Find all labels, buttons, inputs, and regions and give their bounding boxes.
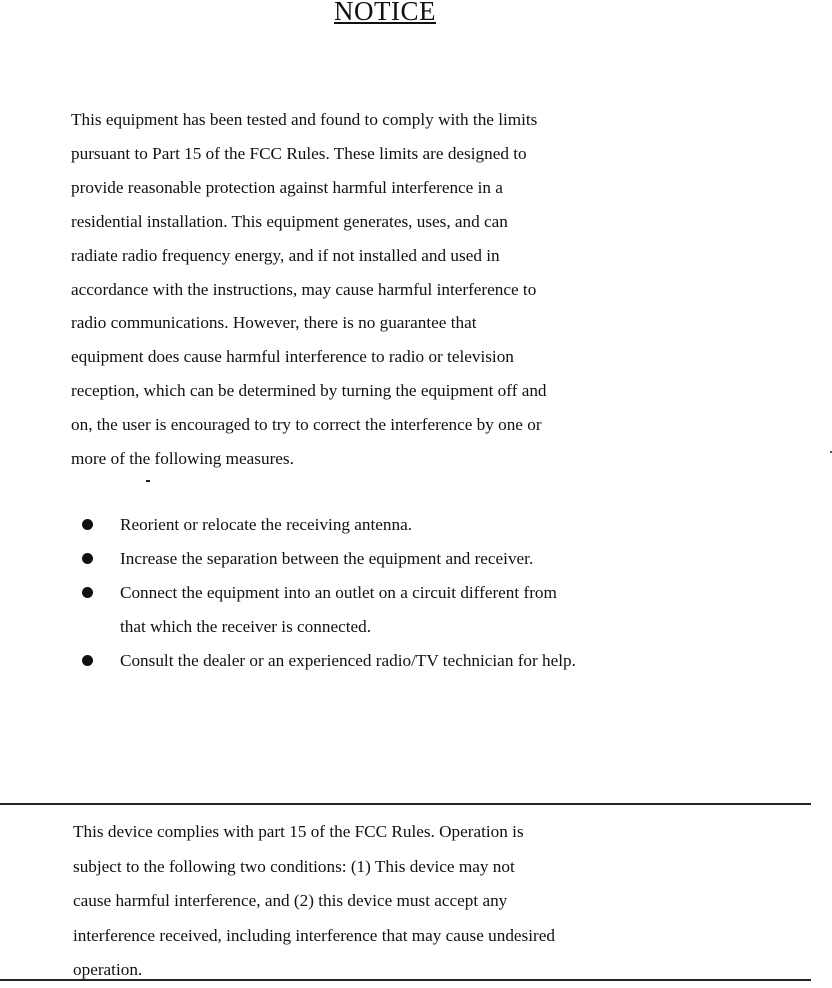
notice-title: NOTICE — [334, 0, 436, 26]
paragraph-line: This equipment has been tested and found to comply with the limits — [71, 110, 538, 129]
paragraph-line: equipment does cause harmful interference to radio or television — [71, 347, 514, 367]
measure-text: Reorient or relocate the receiving antenna. — [120, 515, 413, 534]
compliance-line: operation. — [73, 960, 143, 979]
compliance-line: cause harmful interference, and (2) this device must accept any — [73, 891, 508, 910]
top-divider — [0, 803, 811, 805]
paragraph-line: on, the user is encouraged to try to correct the interference by one or — [71, 415, 542, 435]
measure-text: that which the receiver is connected. — [120, 616, 372, 636]
measure-text: Increase the separation between the equipment and receiver. — [120, 548, 534, 568]
measure-item — [82, 644, 782, 678]
measure-text: Consult the dealer or an experienced radio/TV technician for help. — [120, 650, 576, 670]
paragraph-line: radio communications. However, there is no guarantee that — [71, 313, 477, 333]
paragraph-line: provide reasonable protection against harmful interference in a — [71, 177, 503, 197]
bottom-divider — [0, 979, 811, 981]
bullet-icon — [82, 553, 93, 564]
paragraph-line: radiate radio frequency energy, and if not installed and used in — [71, 245, 500, 265]
paragraph-line: reception, which can be determined by turning the equipment off and — [71, 381, 547, 401]
bullet-icon — [82, 587, 93, 598]
stray-dash-mark — [146, 480, 150, 482]
paragraph-line: residential installation. This equipment generates, uses, and can — [71, 211, 508, 231]
measure-item — [82, 542, 782, 576]
compliance-line: This device complies with part 15 of the FCC Rules. Operation is — [73, 822, 524, 841]
measure-item — [82, 508, 782, 542]
paragraph-line: accordance with the instructions, may cause harmful interference to — [71, 279, 537, 299]
measure-text: Connect the equipment into an outlet on a circuit different from — [120, 582, 557, 602]
paragraph-line: pursuant to Part 15 of the FCC Rules. These limits are designed to — [71, 143, 527, 163]
compliance-line: subject to the following two conditions: (1) This device may not — [73, 856, 515, 876]
bullet-icon — [82, 519, 93, 530]
bullet-icon — [82, 655, 93, 666]
compliance-line: interference received, including interference that may cause undesired — [73, 925, 555, 945]
measure-item — [82, 576, 782, 644]
paragraph-line: more of the following measures. — [71, 449, 294, 469]
measures-list — [82, 508, 782, 678]
fcc-paragraph — [71, 103, 761, 476]
compliance-statement — [73, 815, 773, 988]
